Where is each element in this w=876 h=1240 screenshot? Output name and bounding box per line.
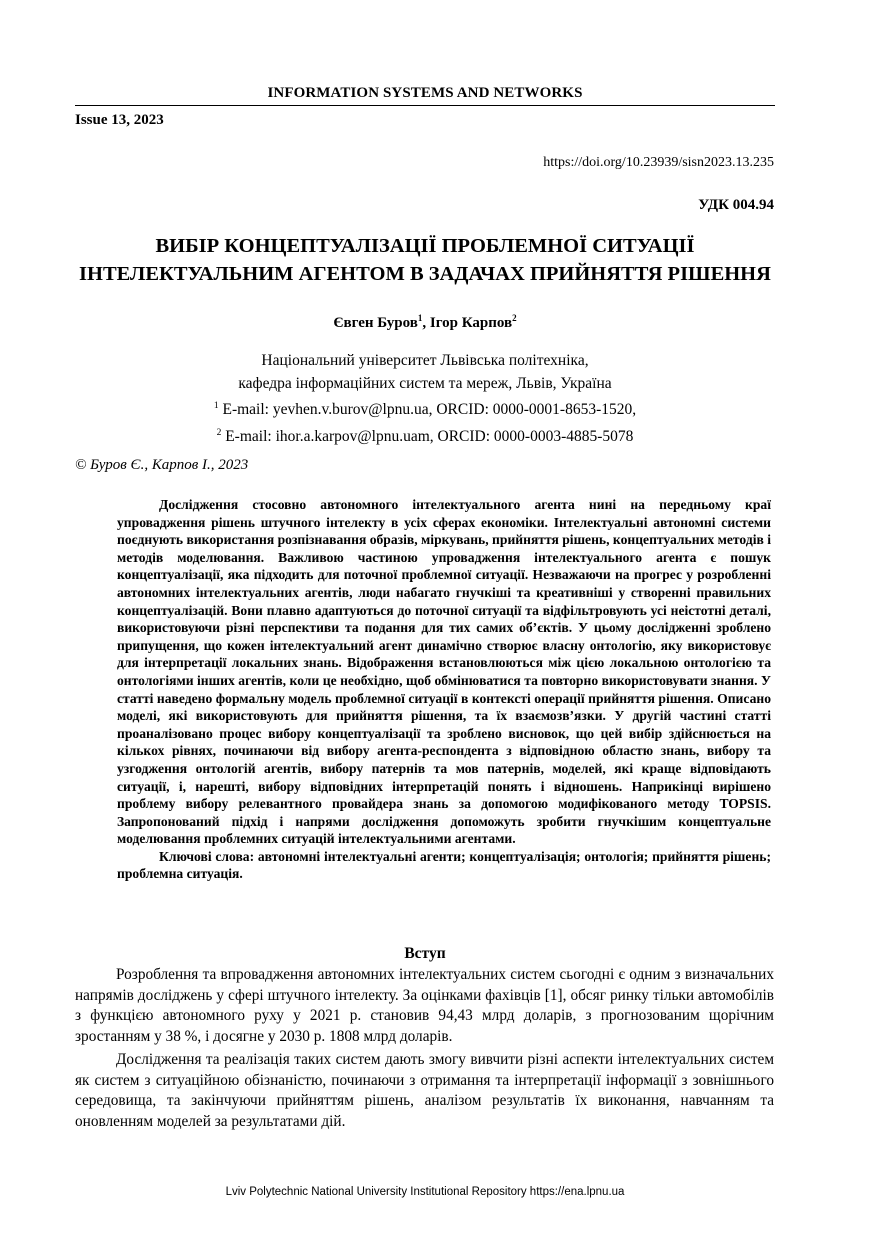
title-line-1: ВИБІР КОНЦЕПТУАЛІЗАЦІЇ ПРОБЛЕМНОЇ СИТУАЦІЇ: [155, 235, 695, 257]
email-1[interactable]: E-mail: yevhen.v.burov@lpnu.ua, ORCID: 0000-0001-8653-1520,: [218, 401, 637, 419]
journal-name: INFORMATION SYSTEMS AND NETWORKS: [267, 85, 583, 101]
email-2[interactable]: E-mail: ihor.a.karpov@lpnu.uam, ORCID: 0000-0003-4885-5078: [221, 427, 634, 445]
header-rule: [75, 105, 775, 106]
affiliation-line-2: кафедра інформаційних систем та мереж, Львів, Україна: [238, 374, 612, 392]
author-1: Євген Буров: [333, 315, 418, 331]
email-1-sup: 1: [213, 401, 219, 411]
author-2-sup: 2: [512, 313, 517, 323]
keywords: Ключові слова: автономні інтелектуальні агенти; концептуалізація; онтологія; прийняття рішень; проблемна ситуація.: [117, 848, 771, 882]
abstract-text: Дослідження стосовно автономного інтелектуального агента нині на передньому краї упровадження рішень штучного інтелекту в усіх сферах економіки. Інтелектуальні автономні системи поєднують використання розпізнавання образів, міркувань, прийняття рішень, концептуальних методів і методів моделювання. Важливою частиною упровадження інтелектуального агента є пошук концептуалізації, яка підходить для поточної проблемної ситуації. Незважаючи на прогрес у розробленні автономних інтелектуальних агентів, люди набагато гнучкіші та креативніші у створенні правильних концептуалізацій. Вони плавно адаптуються до поточної ситуації та відфільтровують усі неістотні деталі, використовуючи різні перспективи та подання для тих самих об’єктів. У цьому дослідженні зроблено припущення, що кожен інтелектуальний агент динамічно створює власну онтологію, яку використовує для інтерпретації локальних знань. Відображення встановлюються між цією локальною онтологією та онтологіями інших агентів, коли це необхідно, щоб обмінюватися та повторно використовувати знання. У статті наведено формальну модель проблемної ситуації в контексті операції прийняття рішення. Описано моделі, які використовують для прийняття рішення, та їх взаємозв’язки. У другій частині статті проаналізовано процес вибору концептуалізації та зроблено висновок, що цей вибір здійснюється на кількох рівнях, починаючи від вибору агента-респондента з відповідною областю знань, вибору та узгодження онтологій агентів, вибору патернів та мов патернів, моделей, які краще відповідають ситуації, і, нарешті, вибору відповідних інтерпретацій понять і відношень. Наприкінці вирішено проблему вибору релевантного провайдера знань за допомогою модифікованого методу TOPSIS. Запропонований підхід і напрями дослідження допоможуть зробити гнучкішим концептуальне моделювання проблемних ситуацій інтелектуальними агентами.: [117, 497, 771, 847]
intro-section: [75, 965, 774, 1135]
issue-label: Issue 13, 2023: [75, 112, 164, 128]
author-2: Ігор Карпов: [429, 315, 513, 331]
email-line-2: [75, 422, 775, 449]
abstract: [117, 496, 771, 883]
email-line-1: [75, 395, 775, 422]
intro-paragraph-1: Розроблення та впровадження автономних інтелектуальних систем сьогодні є одним з визначальних напрямів досліджень у сфері штучного інтелекту. За оцінками фахівців [1], обсяг ринку тільки автомобілів з функцією автономного руху у 2021 р. становив 94,43 млрд доларів, з прогнозованим щорічним зростанням у 38 %, і досягне у 2030 р. 1808 млрд доларів.: [75, 966, 774, 1045]
intro-paragraph-2: Дослідження та реалізація таких систем дають змогу вивчити різні аспекти інтелектуальних систем як систем з ситуаційною обізнаністю, починаючи з отримання та інтерпретації інформації з зовнішнього середовища, та закінчуючи прийняттям рішень, аналізом результатів їх виконання, навчанням та оновленням моделей за результатами дій.: [75, 1051, 774, 1130]
affiliation-line-1: Національний університет Львівська політехніка,: [261, 352, 589, 369]
affiliation-block: [75, 350, 775, 448]
email-2-sup: 2: [216, 427, 222, 438]
repository-footer: Lviv Polytechnic National University Institutional Repository https://ena.lpnu.ua: [225, 1186, 625, 1198]
udc-code: УДК 004.94: [698, 197, 774, 213]
author-1-sup: 1: [417, 313, 423, 323]
section-heading-intro: Вступ: [404, 945, 446, 962]
paper-title: [60, 232, 790, 288]
copyright-notice: © Буров Є., Карпов І., 2023: [75, 457, 249, 473]
author-separator: ,: [422, 315, 430, 331]
author-list: [75, 313, 775, 332]
doi-link[interactable]: https://doi.org/10.23939/sisn2023.13.235: [543, 155, 774, 170]
title-line-2: ІНТЕЛЕКТУАЛЬНИМ АГЕНТОМ В ЗАДАЧАХ ПРИЙНЯТТЯ РІШЕННЯ: [79, 263, 771, 285]
